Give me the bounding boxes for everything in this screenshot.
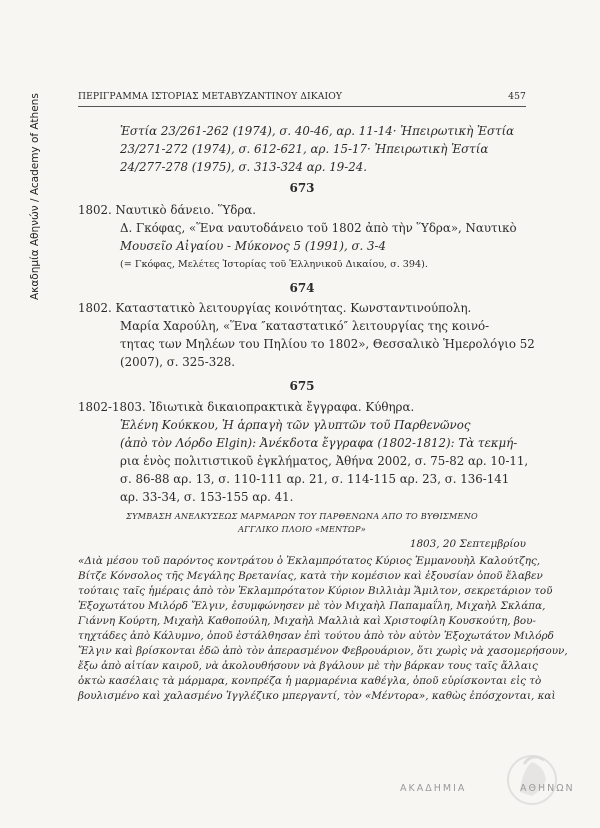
document-line: τούταις ταῖς ἡμέραις ἀπὸ τὸν Ἐκλαμπρότατον Κύριον Βιλλιὰμ Ἅμιλτον, σεκρετάριον τοῦ [78,585,553,597]
entry-672-line-2: 23/271-272 (1974), σ. 612-621, αρ. 15-17· Ἠπειρωτικὴ Ἑστία [120,142,489,156]
academy-seal-icon [462,740,600,810]
document-title-line-1: ΣΥΜΒΑΣΗ ΑΝΕΛΚΥΣΕΩΣ ΜΑΡΜΑΡΩΝ ΤΟΥ ΠΑΡΘΕΝΩΝΑ ΑΠΟ ΤΟ ΒΥΘΙΣΜΕΝΟ [126,511,478,521]
entry-line: Δ. Γκόφας, «Ἕνα ναυτοδάνειο τοῦ 1802 ἀπὸ τὴν Ὕδρα», Ναυτικὸ [120,221,517,235]
document-line: βουλισμένο καὶ χαλασμένο Ἰγγλέζικο μπεργαντί, τὸν «Μέντορα», καθὼς ἐπόσχονται, καὶ [78,690,556,702]
entry-line: (2007), σ. 325-328. [120,355,236,369]
entry-672-line-3: 24/277-278 (1975), σ. 313-324 αρ. 19-24. [120,160,367,174]
entry-line: σ. 86-88 αρ. 13, σ. 110-111 αρ. 21, σ. 114-115 αρ. 23, σ. 136-141 [120,472,510,486]
document-line: Ἐξοχωτάτου Μιλόρδ Ἔλγιν, ἐσυμφώνησεν μὲ τὸν Μιχαὴλ Παπαμαΐλη, Μιχαὴλ Σκλάπα, [78,600,546,612]
entry-line: Μουσεῖο Αἰγαίου - Μύκονος 5 (1991), σ. 3-4 [120,239,387,253]
entry-line: τητας των Μηλέων του Πηλίου το 1802», Θεσσαλικὸ Ἡμερολόγιο 52 [120,337,535,351]
watermark-left-text: ΑΚΑΔΗΜΙΑ [400,783,467,794]
entry-head: 1802. Καταστατικὸ λειτουργίας κοινότητας. Κωνσταντινούπολη. [78,301,472,315]
running-title: ΠΕΡΙΓΡΑΜΜΑ ΙΣΤΟΡΙΑΣ ΜΕΤΑΒΥΖΑΝΤΙΝΟΥ ΔΙΚΑΙΟΥ [78,91,342,102]
entry-head: 1802. Ναυτικὸ δάνειο. Ὕδρα. [78,203,257,217]
document-title-line-2: ΑΓΓΛΙΚΟ ΠΛΟΙΟ «ΜΕΝΤΩΡ» [238,524,366,534]
entry-line: (ἀπὸ τὸν Λόρδο Elgin): Ἀνέκδοτα ἔγγραφα (1802-1812): Τὰ τεκμή- [120,436,518,450]
document-line: ἔξω ἀπὸ αἰτίαν καιροῦ, νὰ ἀκολουθήσουν νὰ βγάλουν μὲ τὴν βάρκαν τους ταῖς ἄλλαις [78,660,538,672]
entry-672-line-1: Ἑστία 23/261-262 (1974), σ. 40-46, αρ. 11-14· Ἠπειρωτικὴ Ἑστία [120,124,515,138]
document-line: Βίτζε Κόνσολος τῆς Μεγάλης Βρετανίας, κατὰ τὴν κομέσιον καὶ ἐξουσίαν ὁποῦ ἔλαβεν [78,570,543,582]
entry-number: 675 [289,379,315,393]
watermark-right-text: ΑΘΗΝΩΝ [520,783,575,794]
entry-number: 673 [289,181,315,195]
document-line: «Διὰ μέσου τοῦ παρόντος κοντράτου ὁ Ἐκλαμπρότατος Κύριος Ἐμμανουὴλ Καλούτζης, [78,555,541,567]
sidebar-vertical-text: Ακαδημία Αθηνών / Academy of Athens [29,93,41,300]
entry-line: Μαρία Χαρούλη, «Ἕνα ″καταστατικό″ λειτουργίας της κοινό- [120,319,490,333]
document-line: ὀκτὼ κασέλαις τὰ μάρμαρα, κονπρέζα ἡ μαρμαρένια καθέγλα, ὁποῦ εὑρίσκονται εἰς τὸ [78,675,542,687]
page-number: 457 [508,91,526,102]
document-line: Ἔλγιν καὶ βρίσκονται ἐδῶ ἀπὸ τὸν ἀπερασμένον Φεβρουάριον, ὅτι χωρὶς νὰ χασομερήσουν, [78,645,568,657]
header-rule [78,106,526,107]
entry-line: Ἑλένη Κούκκου, Ἡ ἁρπαγὴ τῶν γλυπτῶν τοῦ Παρθενῶνος [120,418,471,432]
entry-number: 674 [289,281,315,295]
entry-line: ρια ἑνὸς πολιτιστικοῦ ἐγκλήματος, Ἀθήνα 2002, σ. 75-82 αρ. 10-11, [120,454,529,468]
running-header [78,91,526,102]
entry-line: (= Γκόφας, Μελέτες Ἱστορίας τοῦ Ἑλληνικοῦ Δικαίου, σ. 394). [120,259,428,270]
document-date: 1803, 20 Σεπτεμβρίου [409,538,526,550]
entry-line: αρ. 33-34, σ. 153-155 αρ. 41. [120,490,294,504]
document-line: τηχτάδες ἀπὸ Κάλυμνο, ὁποῦ ἐστάλθησαν ἐπὶ τούτου ἀπὸ τὸν αὐτὸν Ἐξοχωτάτον Μιλόρδ [78,630,554,642]
entry-head: 1802-1803. Ἰδιωτικὰ δικαιοπρακτικὰ ἔγγραφα. Κύθηρα. [78,400,415,414]
document-line: Γιάννη Κούρτη, Μιχαὴλ Καθοπούλη, Μιχαὴλ Μαλλιὰ καὶ Χριστοφίλη Κουσκούτη, βου- [78,615,536,627]
